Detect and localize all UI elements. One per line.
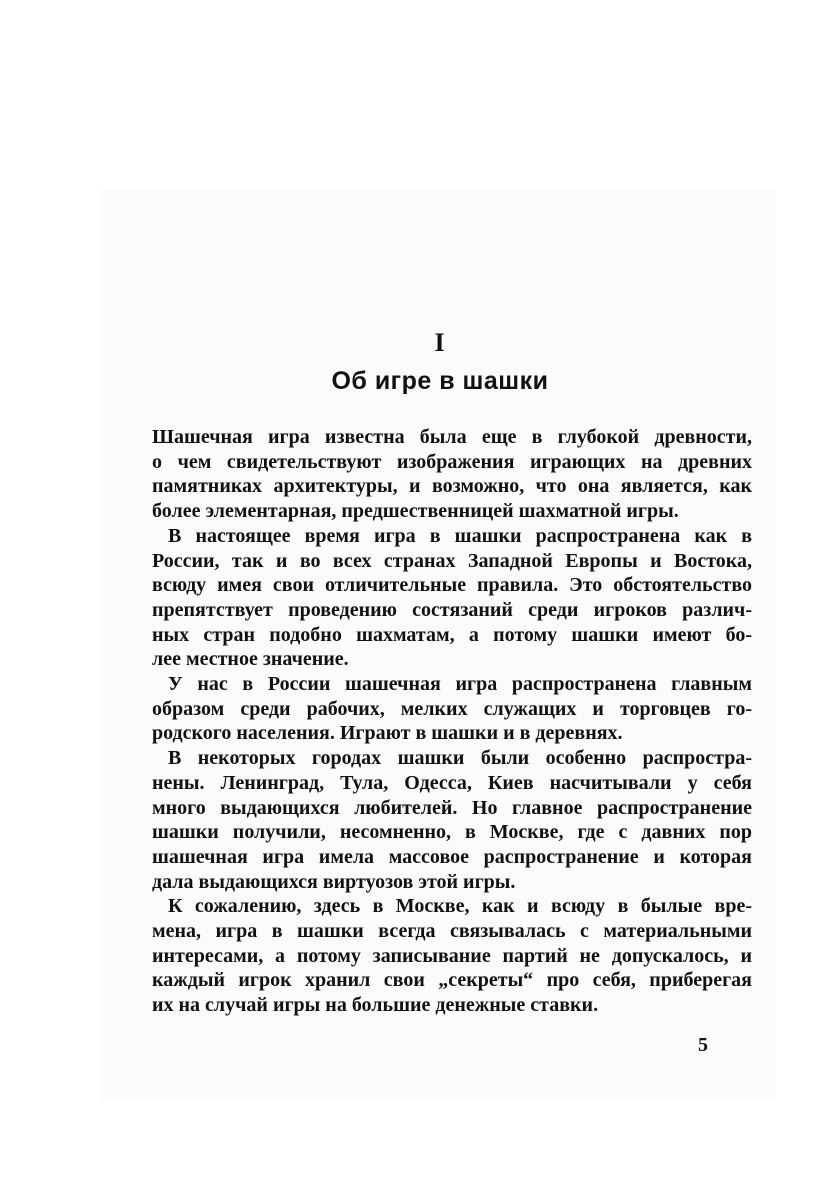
text-line: родского населения. Играют в шашки и в деревнях. [152, 722, 623, 745]
text-line: шашечная игра имела массовое распространение и которая [152, 845, 752, 868]
body-text [152, 425, 752, 1018]
text-line: интересами, а потому записывание партий не допускалось, и [152, 944, 752, 967]
page-number: 5 [698, 1034, 708, 1056]
text-line: препятствует проведению состязаний среди игроков различ- [152, 598, 752, 621]
chapter-number: I [434, 328, 446, 357]
text-line: шашки получили, несомненно, в Москве, где с давних пор [152, 821, 752, 844]
text-line: К сожалению, здесь в Москве, как и всюду в былые вре- [168, 895, 752, 918]
text-line: У нас в России шашечная игра распространена главным [168, 673, 752, 696]
text-line: о чем свидетельствуют изображения играющих на древних [152, 450, 752, 473]
text-line: России, так и во всех странах Западной Европы и Востока, [152, 549, 752, 572]
text-line: образом среди рабочих, мелких служащих и торговцев го- [152, 697, 752, 720]
text-line: памятниках архитектуры, и возможно, что она является, как [152, 475, 752, 498]
text-line: всюду имея свои отличительные правила. Это обстоятельство [152, 574, 752, 597]
text-line: их на случай игры на большие денежные ставки. [152, 994, 599, 1017]
text-line: лее местное значение. [152, 648, 349, 671]
text-line: нены. Ленинград, Тула, Одесса, Киев насчитывали у себя [152, 771, 752, 794]
text-line: Шашечная игра известна была еще в глубокой древности, [152, 426, 752, 448]
text-line: В некоторых городах шашки были особенно распростра- [168, 747, 752, 770]
text-line: ных стран подобно шахматам, а потому шашки имеют бо- [152, 623, 752, 646]
text-line: дала выдающихся виртуозов этой игры. [152, 870, 516, 893]
chapter-title: Об игре в шашки [331, 367, 549, 395]
text-line: В настоящее время игра в шашки распространена как в [168, 524, 752, 547]
text-line: каждый игрок хранил свои „секреты“ про себя, приберегая [152, 969, 752, 992]
text-line: более элементарная, предшественницей шахматной игры. [152, 500, 679, 523]
text-line: мена, игра в шашки всегда связывалась с материальными [152, 920, 752, 943]
text-line: много выдающихся любителей. Но главное распространение [152, 796, 752, 819]
